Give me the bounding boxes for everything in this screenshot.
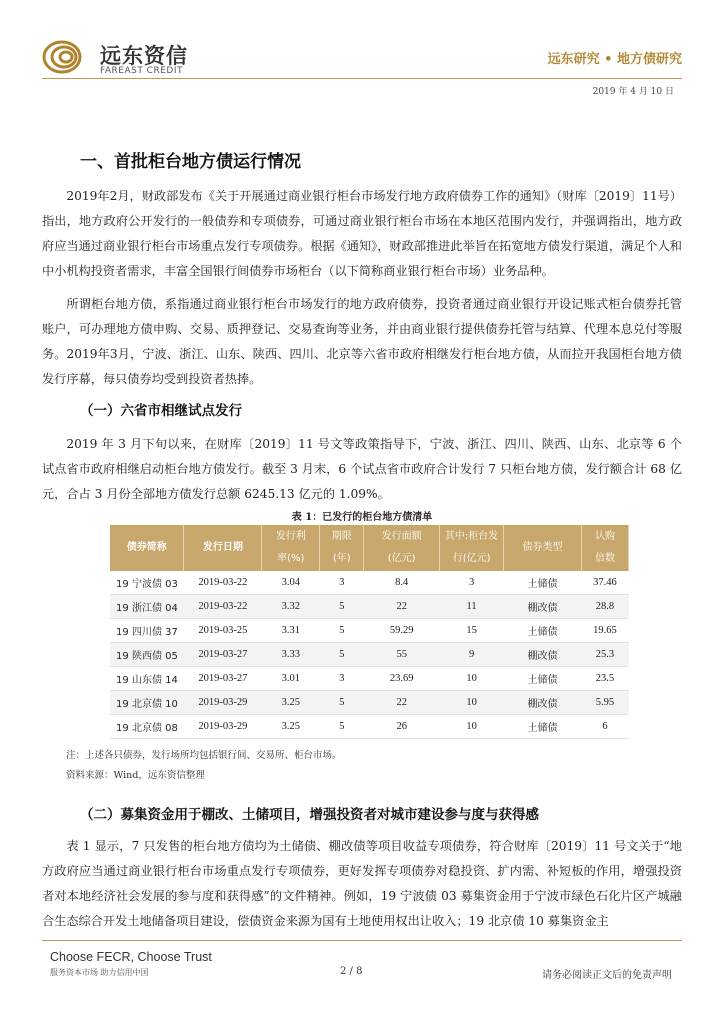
table-title: 表 1：已发行的柜台地方债清单	[291, 512, 433, 523]
brand-name-cn: 远东资信	[100, 44, 188, 68]
paragraph: 表 1 显示，7 只发售的柜台地方债均为土储债、棚改债等项目收益专项债券，符合财库〔2019〕11 号文关于“地方政府应当通过商业银行柜台市场重点发行专项债券，更好发挥专项债券对稳投资、扩内需、补短板的作用，增强投资者对本地经济社会发展的参与度和获得感”的文件精神。例如，19 宁波债 03 募集资金用于宁波市绿色石化片区产城融合生态综合开发土地储备项目建设，偿债资金来源为国有土地使用权出让收入；19 北京债 10 募集资金主	[42, 839, 682, 928]
header-cell: 期限 (年)	[320, 525, 364, 571]
bond-table	[110, 525, 629, 739]
series-title: 远东研究 • 地方债研究	[547, 52, 682, 67]
table-row: 19 浙江债 04 2019-03-22 3.32 5 22 11 棚改债 28.8	[110, 595, 629, 619]
table-row: 19 宁波债 03 2019-03-22 3.04 3 8.4 3 土储债 37.46	[110, 571, 629, 595]
paragraph: 2019年2月，财政部发布《关于开展通过商业银行柜台市场发行地方政府债券工作的通知》（财库〔2019〕11号）指出，地方政府公开发行的一般债券和专项债券，可通过商业银行柜台市场在本地区范围内发行，并强调指出，地方政府应当通过商业银行柜台市场重点发行专项债券。根据《通知》，财政部推进此举旨在拓宽地方债发行渠道，满足个人和中小机构投资者需求，丰富全国银行间债券市场柜台（以下简称商业银行柜台市场）业务品种。	[42, 189, 682, 278]
header-cell: 债券简称	[110, 525, 184, 571]
report-date: 2019 年 4 月 10 日	[592, 87, 674, 97]
table-note: 注：上述各只债券，发行场所均包括银行间、交易所、柜台市场。	[66, 750, 342, 761]
footer-disclaimer: 请务必阅读正文后的免责声明	[542, 970, 672, 981]
header-cell: 债券类型	[504, 525, 582, 571]
header-cell: 发行利 率(%)	[262, 525, 320, 571]
footer-divider	[42, 940, 682, 941]
table-row: 19 山东债 14 2019-03-27 3.01 3 23.69 10 土储债 23.5	[110, 667, 629, 691]
subsection-heading: （二）募集资金用于棚改、土储项目，增强投资者对城市建设参与度与获得感	[80, 807, 539, 823]
header-cell: 其中:柜台发 行(亿元)	[440, 525, 504, 571]
header-cell: 认购 倍数	[581, 525, 628, 571]
footer-slogan: Choose FECR, Choose Trust	[50, 950, 212, 964]
paragraph: 2019 年 3 月下旬以来，在财库〔2019〕11 号文等政策指导下，宁波、浙江、四川、陕西、山东、北京等 6 个试点省市政府相继启动柜台地方债发行。截至 3 月末，6 个试点省市政府合计发行 7 只柜台地方债，发行额合计 68 亿元，合占 3 月份全部地方债发行总额 6245.13 亿元的 1.09%。	[42, 437, 682, 501]
header-cell: 发行日期	[184, 525, 262, 571]
table-row: 19 北京债 08 2019-03-29 3.25 5 26 10 土储债 6	[110, 715, 629, 739]
logo-icon	[42, 38, 92, 76]
table-row: 19 四川债 37 2019-03-25 3.31 5 59.29 15 土储债 19.65	[110, 619, 629, 643]
section-heading: 一、首批柜台地方债运行情况	[80, 152, 301, 172]
footer-slogan-sub: 服务资本市场 助力信用中国	[50, 968, 149, 977]
paragraph: 所谓柜台地方债，系指通过商业银行柜台市场发行的地方政府债券，投资者通过商业银行开设记账式柜台债券托管账户，可办理地方债申购、交易、质押登记、交易查询等业务，并由商业银行提供债券托管与结算、代理本息兑付等服务。2019年3月，宁波、浙江、山东、陕西、四川、北京等六省市政府相继发行柜台地方债，从而拉开我国柜台地方债发行序幕，每只债券均受到投资者热捧。	[42, 297, 682, 386]
header-divider	[42, 78, 682, 79]
header-cell: 发行面额 (亿元)	[364, 525, 440, 571]
table-source: 资料来源：Wind，远东资信整理	[66, 770, 205, 781]
table-row: 19 陕西债 05 2019-03-27 3.33 5 55 9 棚改债 25.3	[110, 643, 629, 667]
page-number: 2 / 8	[340, 966, 363, 977]
brand-name-en: FAREAST CREDIT	[100, 66, 183, 76]
subsection-heading: （一）六省市相继试点发行	[80, 403, 242, 419]
table-row: 19 北京债 10 2019-03-29 3.25 5 22 10 棚改债 5.95	[110, 691, 629, 715]
table-header-row	[110, 525, 629, 571]
